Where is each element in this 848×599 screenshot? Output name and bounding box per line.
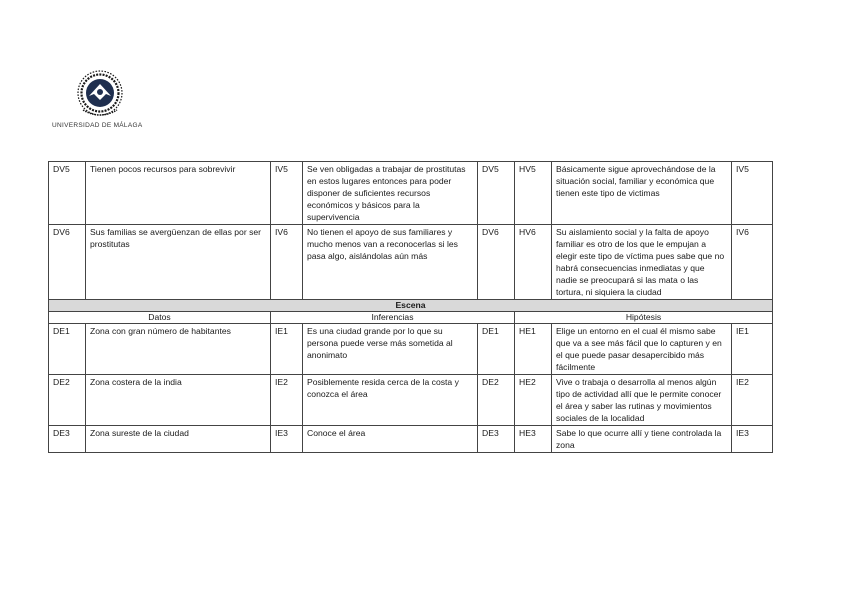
inferencia-ref-code: IE3 [732,426,773,453]
hipotesis-text: Su aislamiento social y la falta de apoyo familiar es otro de los que le empujan a elegir este tipo de víctima pues sabe que no habrá consecuencias inmediatas y que nadie se preocupará si las mata o las tortura, ni siquiera la ciudad [552,225,732,300]
analysis-table [48,161,773,453]
dato-ref-code: DE1 [478,324,515,375]
inferencia-code: IV5 [271,162,303,225]
hipotesis-text: Elige un entorno en el cual él mismo sabe que va a see más fácil que lo capturen y en el que puede pasar desapercibido más fácilmente [552,324,732,375]
inferencia-ref-code: IE2 [732,375,773,426]
column-header-row [49,312,773,324]
inferencia-code: IE3 [271,426,303,453]
inferencia-code: IV6 [271,225,303,300]
column-header-datos: Datos [49,312,271,324]
hipotesis-code: HE1 [515,324,552,375]
dato-code: DV5 [49,162,86,225]
dato-ref-code: DV5 [478,162,515,225]
inferencia-ref-code: IV5 [732,162,773,225]
dato-text: Zona sureste de la ciudad [86,426,271,453]
hipotesis-code: HE2 [515,375,552,426]
dato-ref-code: DV6 [478,225,515,300]
column-header-inferencias: Inferencias [271,312,515,324]
hipotesis-code: HV5 [515,162,552,225]
hipotesis-text: Básicamente sigue aprovechándose de la situación social, familiar y económica que tienen este tipo de victimas [552,162,732,225]
inferencia-code: IE2 [271,375,303,426]
table-row [49,225,773,300]
table-row [49,426,773,453]
table-row [49,324,773,375]
university-logo [52,70,148,138]
inferencia-code: IE1 [271,324,303,375]
hipotesis-code: HV6 [515,225,552,300]
inferencia-text: Es una ciudad grande por lo que su persona puede verse más sometida al anonimato [303,324,478,375]
inferencia-text: Posiblemente resida cerca de la costa y conozca el área [303,375,478,426]
hipotesis-code: HE3 [515,426,552,453]
dato-text: Zona con gran número de habitantes [86,324,271,375]
dato-code: DE2 [49,375,86,426]
inferencia-ref-code: IE1 [732,324,773,375]
section-header-row [49,300,773,312]
university-name: UNIVERSIDAD DE MÁLAGA [52,122,143,129]
table-row [49,375,773,426]
inferencia-ref-code: IV6 [732,225,773,300]
dato-text: Zona costera de la india [86,375,271,426]
table-row [49,162,773,225]
dato-code: DE1 [49,324,86,375]
inferencia-text: Se ven obligadas a trabajar de prostitutas en estos lugares entonces para poder disponer de suficientes recursos económicos y básicos para la supervivencia [303,162,478,225]
dato-text: Sus familias se avergüenzan de ellas por ser prostitutas [86,225,271,300]
column-header-hipotesis: Hipótesis [515,312,773,324]
dato-code: DE3 [49,426,86,453]
dato-code: DV6 [49,225,86,300]
hipotesis-text: Vive o trabaja o desarrolla al menos algún tipo de actividad allí que le permite conocer el área y saber las rutinas y movimientos sociales de la localidad [552,375,732,426]
dato-ref-code: DE2 [478,375,515,426]
dato-text: Tienen pocos recursos para sobrevivir [86,162,271,225]
inferencia-text: No tienen el apoyo de sus familiares y mucho menos van a reconocerlas si les pasa algo, aislándolas aún más [303,225,478,300]
section-title: Escena [49,300,773,312]
inferencia-text: Conoce el área [303,426,478,453]
hipotesis-text: Sabe lo que ocurre allí y tiene controlada la zona [552,426,732,453]
university-seal-icon [77,70,123,120]
dato-ref-code: DE3 [478,426,515,453]
